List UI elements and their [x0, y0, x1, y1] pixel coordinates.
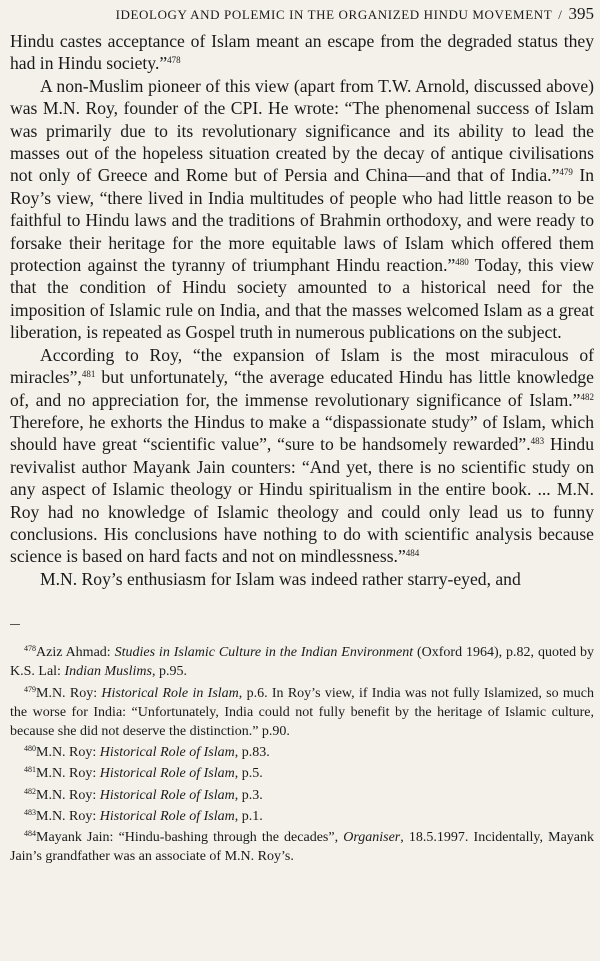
footnote-text: , p.83. — [234, 745, 270, 761]
running-head-separator: / — [558, 7, 563, 22]
footnote-text: , 18.5.1997. Incidentally, Mayank Jain’s grandfather was an associate of M.N. Roy’s. — [10, 829, 594, 865]
footnote-text: , p.3. — [234, 787, 263, 803]
footnote-title: Indian Muslims — [64, 664, 152, 680]
footnote-text: M.N. Roy: — [36, 808, 100, 824]
footnote-number: 479 — [24, 684, 36, 694]
note-ref-479: 479 — [559, 167, 573, 178]
note-ref-483: 483 — [530, 436, 545, 447]
paragraph-1 — [10, 30, 594, 75]
footnote-number: 480 — [24, 744, 36, 754]
paragraph-3-text-c: Therefore, he exhorts the Hindus to make a “dispassionate study” of Islam, which should have great “scientific value”, “sure to be handsomely rewarded”. — [10, 411, 594, 455]
note-ref-484: 484 — [405, 548, 420, 559]
footnote-text: Mayank Jain: “Hindu-bashing through the decades”, — [36, 829, 344, 845]
note-ref-480: 480 — [455, 257, 469, 268]
footnote-text: (Oxford 1964), p.82, quoted by K.S. Lal: — [10, 645, 594, 680]
footnote-text: , p.95. — [151, 664, 187, 680]
footnote-484 — [10, 828, 594, 866]
paragraph-1-text: Hindu castes acceptance of Islam meant an escape from the degraded status they had in Hindu society.” — [10, 31, 594, 74]
footnote-number: 482 — [24, 786, 36, 796]
paragraph-2-text-a: A non-Muslim pioneer of this view (apart from T.W. Arnold, discussed above) was M.N. Roy, founder of the CPI. He wrote: “The phenomenal success of Islam was primarily due to its revolutionary significance and its ability to lead the masses out of the hopeless situation created by the decay of antique civilisations not only of Greece and Rome but of Persia and China—and that of India.” — [10, 75, 594, 186]
note-ref-478: 478 — [167, 55, 181, 66]
footnote-text: M.N. Roy: — [36, 787, 100, 803]
paragraph-3 — [10, 344, 594, 568]
footnote-number: 478 — [24, 644, 36, 654]
footnote-480 — [10, 743, 594, 762]
footnote-number: 483 — [24, 807, 36, 817]
footnote-481 — [10, 764, 594, 783]
footnote-text: Aziz Ahmad: — [36, 645, 115, 661]
footnote-text: M.N. Roy: — [36, 745, 100, 761]
footnote-title: Historical Role of Islam — [99, 787, 235, 803]
footnotes — [10, 643, 594, 866]
footnote-478 — [10, 643, 594, 681]
paragraph-3-text-d: Hindu revivalist author Mayank Jain counters: “And yet, there is no scientific study on any aspect of Islamic theology or Hindu spiritualism in the entire book. ... M.N. Roy had no knowledge of Islamic theology and could only lead us to funny conclusions. His conclusions have nothing to do with scientific analysis because science is based on hard facts and not on mindlessness.” — [10, 434, 594, 567]
footnote-title: Studies in Islamic Culture in the Indian Environment — [114, 645, 414, 661]
paragraph-4-text: M.N. Roy’s enthusiasm for Islam was indeed rather starry-eyed, and — [40, 568, 521, 589]
body-text — [10, 30, 594, 590]
footnote-divider — [10, 624, 20, 625]
footnote-title: Historical Role of Islam — [99, 808, 235, 824]
footnote-title: Historical Role of Islam — [99, 745, 235, 761]
footnote-482 — [10, 786, 594, 805]
paragraph-2-text-b: In Roy’s view, “there lived in India multitudes of people who had little reason to be faithful to Hindu laws and the traditions of Brahmin orthodoxy, and were ready to forsake their heritage for the more equitable laws of Islam which offered them protection against the tyranny of triumphant Hindu reaction.” — [10, 165, 594, 276]
paragraph-4 — [10, 568, 594, 590]
running-head — [10, 0, 594, 24]
footnote-text: M.N. Roy: — [36, 685, 102, 701]
page-number: 395 — [568, 4, 594, 23]
footnote-text: , p.6. In Roy’s view, if India was not fully Islamized, so much the worse for India: “Unfortunately, India could not fully benefit by the heritage of Islamic culture, because she did not deserve the distinction.” p.90. — [10, 685, 594, 739]
paragraph-2-text-c: Today, this view that the condition of Hindu society amounted to a historical need for the imposition of Islamic rule on India, and that the masses welcomed Islam as a great liberation, is repeated as Gospel truth in numerous publications on the subject. — [10, 255, 594, 343]
footnote-479 — [10, 684, 594, 742]
footnote-text: , p.1. — [234, 808, 263, 824]
footnote-title: Organiser — [343, 829, 401, 845]
note-ref-482: 482 — [580, 391, 594, 402]
footnote-number: 484 — [24, 828, 36, 838]
footnote-number: 481 — [24, 765, 36, 775]
footnote-text: M.N. Roy: — [36, 766, 100, 782]
footnote-title: Historical Role of Islam — [99, 766, 235, 782]
footnote-483 — [10, 807, 594, 826]
footnote-title: Historical Role in Islam — [101, 685, 239, 701]
footnote-text: , p.5. — [234, 766, 263, 782]
running-head-title: IDEOLOGY AND POLEMIC IN THE ORGANIZED HINDU MOVEMENT — [115, 7, 553, 22]
note-ref-481: 481 — [81, 369, 96, 380]
paragraph-2 — [10, 75, 594, 344]
paragraph-3-text-b: but unfortunately, “the average educated Hindu has little knowledge of, and no appreciation for, the immense revolutionary significance of Islam.” — [10, 367, 594, 410]
paragraph-3-text-a: According to Roy, “the expansion of Islam is the most miraculous of miracles”, — [10, 344, 594, 388]
